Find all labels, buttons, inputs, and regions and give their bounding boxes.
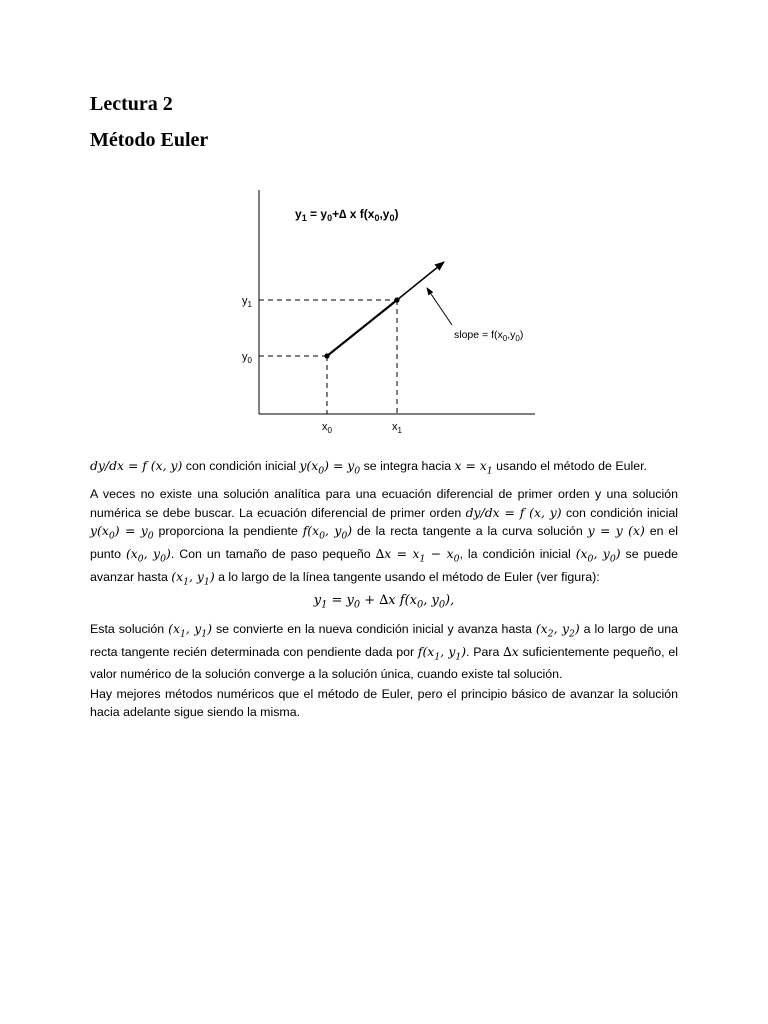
- slope-label: slope = $f(x_0,y_0)$: [454, 329, 524, 343]
- y1-label: $y_1$: [242, 295, 252, 309]
- tangent-segment: [327, 300, 397, 356]
- paragraph-iteration: Esta solución ($x_1$, $y_1$) se convierte en la nueva condición inicial y avanza hasta ($x_2$, $y_2$) a lo largo de una recta tangente recién determinada con pendiente dada por $f(x_1$, $y_1$). Para ∆x suficientemente pequeño, el valor numérico de la solución converge a la solución única, cuando existe tal solución.: [90, 621, 678, 682]
- euler-diagram: [230, 185, 550, 445]
- section-title: Método Euler: [90, 129, 209, 151]
- point-x0-y0: [324, 353, 329, 358]
- page-title: Lectura 2: [90, 93, 173, 115]
- paragraph-intro: A veces no existe una solución analítica para una ecuación diferencial de primer orden y una solución numérica se debe buscar. La ecuación diferencial de primer orden dy/dx = f (x, y) con condición inicial $y(x_0) = y_0$ proporciona la pendiente $f(x_0$, $y_0$) de la recta tangente a la curva solución y = y (x) en el punto ($x_0$, $y_0$). Con un tamaño de paso pequeño $\Delta x = x_1 - x_0$, la condición inicial ($x_0$, $y_0$) se puede avanzar hasta ($x_1$, $y_1$) a lo largo de la línea tangente usando el método de Euler (ver figura):: [90, 487, 679, 588]
- point-x1-y1: [394, 297, 399, 302]
- tangent-arrow: [397, 262, 444, 300]
- slope-pointer: [427, 288, 452, 325]
- euler-formula-label: $y_1 = y_0+\Delta$ x $f(x_0,y_0)$: [295, 207, 399, 223]
- paragraph-conclusion: Hay mejores métodos numéricos que el método de Euler, pero el principio básico de avanzar la solución hacia adelante sigue siendo la misma.: [90, 687, 678, 719]
- figure-caption: dy/dx = f (x, y) con condición inicial $y(x_0) = y_0$ se integra hacia $x = x_1$ usando el método de Euler.: [90, 458, 648, 477]
- x0-label: $x_0$: [322, 421, 332, 435]
- euler-equation: $y_1 = y_0 + \Delta x$ $f(x_0$, $y_0$),: [313, 593, 455, 611]
- x1-label: $x_1$: [392, 421, 402, 435]
- y0-label: $y_0$: [242, 351, 252, 365]
- euler-method-figure: [230, 185, 550, 445]
